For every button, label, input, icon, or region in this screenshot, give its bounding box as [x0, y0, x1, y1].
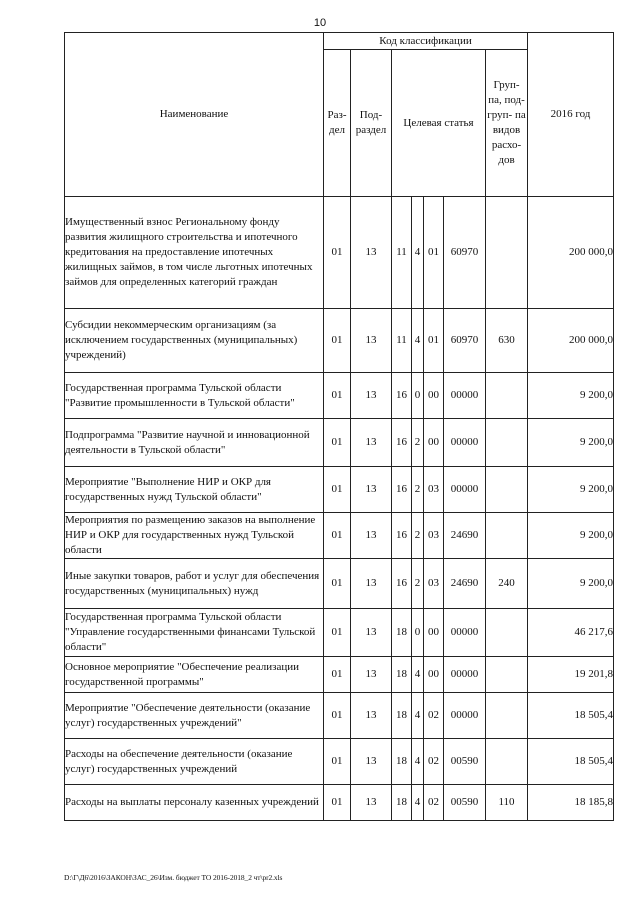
table-body	[65, 197, 614, 821]
row-direction: 00000	[444, 467, 486, 513]
row-name: Иные закупки товаров, работ и услуг для обеспечения государственных (муниципальных) нужд	[65, 559, 324, 609]
row-subprogram: 4	[412, 657, 424, 693]
row-expense-type	[486, 609, 528, 657]
header-podrazdel: Под- раздел	[351, 50, 392, 197]
row-podrazdel: 13	[351, 609, 392, 657]
row-direction: 00000	[444, 693, 486, 739]
row-expense-type	[486, 373, 528, 419]
row-podrazdel: 13	[351, 419, 392, 467]
row-direction: 60970	[444, 197, 486, 309]
row-event: 00	[424, 373, 444, 419]
table-row	[65, 785, 614, 821]
row-expense-type	[486, 419, 528, 467]
row-program: 18	[392, 657, 412, 693]
row-event: 03	[424, 467, 444, 513]
row-subprogram: 4	[412, 309, 424, 373]
row-direction: 60970	[444, 309, 486, 373]
row-expense-type	[486, 467, 528, 513]
row-event: 02	[424, 785, 444, 821]
row-subprogram: 4	[412, 785, 424, 821]
row-expense-type: 240	[486, 559, 528, 609]
row-expense-type	[486, 197, 528, 309]
row-event: 02	[424, 739, 444, 785]
row-direction: 00590	[444, 785, 486, 821]
row-subprogram: 4	[412, 693, 424, 739]
row-razdel: 01	[324, 467, 351, 513]
row-subprogram: 2	[412, 513, 424, 559]
row-name: Мероприятие "Выполнение НИР и ОКР для государственных нужд Тульской области"	[65, 467, 324, 513]
row-amount: 200 000,0	[528, 197, 614, 309]
row-program: 11	[392, 309, 412, 373]
row-podrazdel: 13	[351, 739, 392, 785]
row-expense-type: 630	[486, 309, 528, 373]
table-row	[65, 419, 614, 467]
row-expense-type: 110	[486, 785, 528, 821]
row-razdel: 01	[324, 419, 351, 467]
table-row	[65, 467, 614, 513]
row-subprogram: 4	[412, 739, 424, 785]
row-razdel: 01	[324, 693, 351, 739]
row-name: Мероприятия по размещению заказов на выполнение НИР и ОКР для государственных нужд Тульской области	[65, 513, 324, 559]
row-direction: 00590	[444, 739, 486, 785]
table-row	[65, 609, 614, 657]
row-direction: 00000	[444, 373, 486, 419]
row-amount: 9 200,0	[528, 419, 614, 467]
row-program: 16	[392, 419, 412, 467]
row-podrazdel: 13	[351, 309, 392, 373]
row-direction: 00000	[444, 609, 486, 657]
table-row	[65, 657, 614, 693]
row-subprogram: 4	[412, 197, 424, 309]
row-program: 18	[392, 609, 412, 657]
table-row	[65, 559, 614, 609]
table-row	[65, 693, 614, 739]
row-expense-type	[486, 739, 528, 785]
row-razdel: 01	[324, 309, 351, 373]
row-expense-type	[486, 657, 528, 693]
row-razdel: 01	[324, 513, 351, 559]
table-row	[65, 739, 614, 785]
row-direction: 00000	[444, 419, 486, 467]
row-name: Государственная программа Тульской области "Развитие промышленности в Тульской области"	[65, 373, 324, 419]
header-target: Целевая статья	[392, 50, 486, 197]
row-razdel: 01	[324, 373, 351, 419]
row-direction: 00000	[444, 657, 486, 693]
row-amount: 9 200,0	[528, 559, 614, 609]
header-razdel: Раз- дел	[324, 50, 351, 197]
row-name: Расходы на обеспечение деятельности (оказание услуг) государственных учреждений	[65, 739, 324, 785]
row-amount: 18 505,4	[528, 693, 614, 739]
row-subprogram: 2	[412, 467, 424, 513]
row-event: 00	[424, 609, 444, 657]
row-expense-type	[486, 693, 528, 739]
row-event: 00	[424, 657, 444, 693]
row-razdel: 01	[324, 559, 351, 609]
row-program: 18	[392, 693, 412, 739]
row-podrazdel: 13	[351, 657, 392, 693]
row-program: 18	[392, 785, 412, 821]
row-podrazdel: 13	[351, 467, 392, 513]
row-subprogram: 2	[412, 559, 424, 609]
row-event: 03	[424, 513, 444, 559]
row-amount: 9 200,0	[528, 467, 614, 513]
row-podrazdel: 13	[351, 785, 392, 821]
row-direction: 24690	[444, 559, 486, 609]
row-name: Государственная программа Тульской области "Управление государственными финансами Тульской области"	[65, 609, 324, 657]
row-event: 00	[424, 419, 444, 467]
row-program: 16	[392, 373, 412, 419]
row-subprogram: 2	[412, 419, 424, 467]
row-name: Субсидии некоммерческим организациям (за исключением государственных (муниципальных) учреждений)	[65, 309, 324, 373]
row-amount: 9 200,0	[528, 513, 614, 559]
row-amount: 18 505,4	[528, 739, 614, 785]
row-name: Основное мероприятие "Обеспечение реализации государственной программы"	[65, 657, 324, 693]
row-razdel: 01	[324, 609, 351, 657]
row-name: Подпрограмма "Развитие научной и инновационной деятельности в Тульской области"	[65, 419, 324, 467]
budget-table	[64, 32, 614, 821]
row-name: Мероприятие "Обеспечение деятельности (оказание услуг) государственных учреждений"	[65, 693, 324, 739]
row-razdel: 01	[324, 197, 351, 309]
row-name: Имущественный взнос Региональному фонду развития жилищного строительства и ипотечного кредитования на предоставление ипотечных жилищных займов, в том числе льготных ипотечных займов для определенных категорий граждан	[65, 197, 324, 309]
row-name: Расходы на выплаты персоналу казенных учреждений	[65, 785, 324, 821]
row-program: 11	[392, 197, 412, 309]
row-podrazdel: 13	[351, 693, 392, 739]
header-year: 2016 год	[528, 33, 614, 197]
header-code: Код классификации	[324, 33, 528, 50]
row-subprogram: 0	[412, 373, 424, 419]
row-direction: 24690	[444, 513, 486, 559]
row-event: 02	[424, 693, 444, 739]
row-program: 16	[392, 467, 412, 513]
row-subprogram: 0	[412, 609, 424, 657]
table-row	[65, 373, 614, 419]
header-name: Наименование	[65, 33, 324, 197]
table-row	[65, 197, 614, 309]
row-amount: 200 000,0	[528, 309, 614, 373]
row-amount: 9 200,0	[528, 373, 614, 419]
table-row	[65, 309, 614, 373]
row-program: 16	[392, 513, 412, 559]
row-razdel: 01	[324, 785, 351, 821]
table-row	[65, 513, 614, 559]
header-group: Груп- па, под- груп- па видов расхо- дов	[486, 50, 528, 197]
row-expense-type	[486, 513, 528, 559]
row-amount: 46 217,6	[528, 609, 614, 657]
row-amount: 18 185,8	[528, 785, 614, 821]
row-amount: 19 201,8	[528, 657, 614, 693]
row-event: 01	[424, 309, 444, 373]
row-podrazdel: 13	[351, 373, 392, 419]
footer-path: D:\Г\Д6\2016\ЗАКОН\ЗАС_26\Изм. бюджет ТО 2016-2018_2 чт\pr2.xls	[64, 873, 283, 882]
row-podrazdel: 13	[351, 197, 392, 309]
row-podrazdel: 13	[351, 559, 392, 609]
row-event: 01	[424, 197, 444, 309]
page-number: 10	[313, 17, 327, 29]
row-podrazdel: 13	[351, 513, 392, 559]
row-razdel: 01	[324, 657, 351, 693]
row-program: 16	[392, 559, 412, 609]
row-event: 03	[424, 559, 444, 609]
row-program: 18	[392, 739, 412, 785]
row-razdel: 01	[324, 739, 351, 785]
